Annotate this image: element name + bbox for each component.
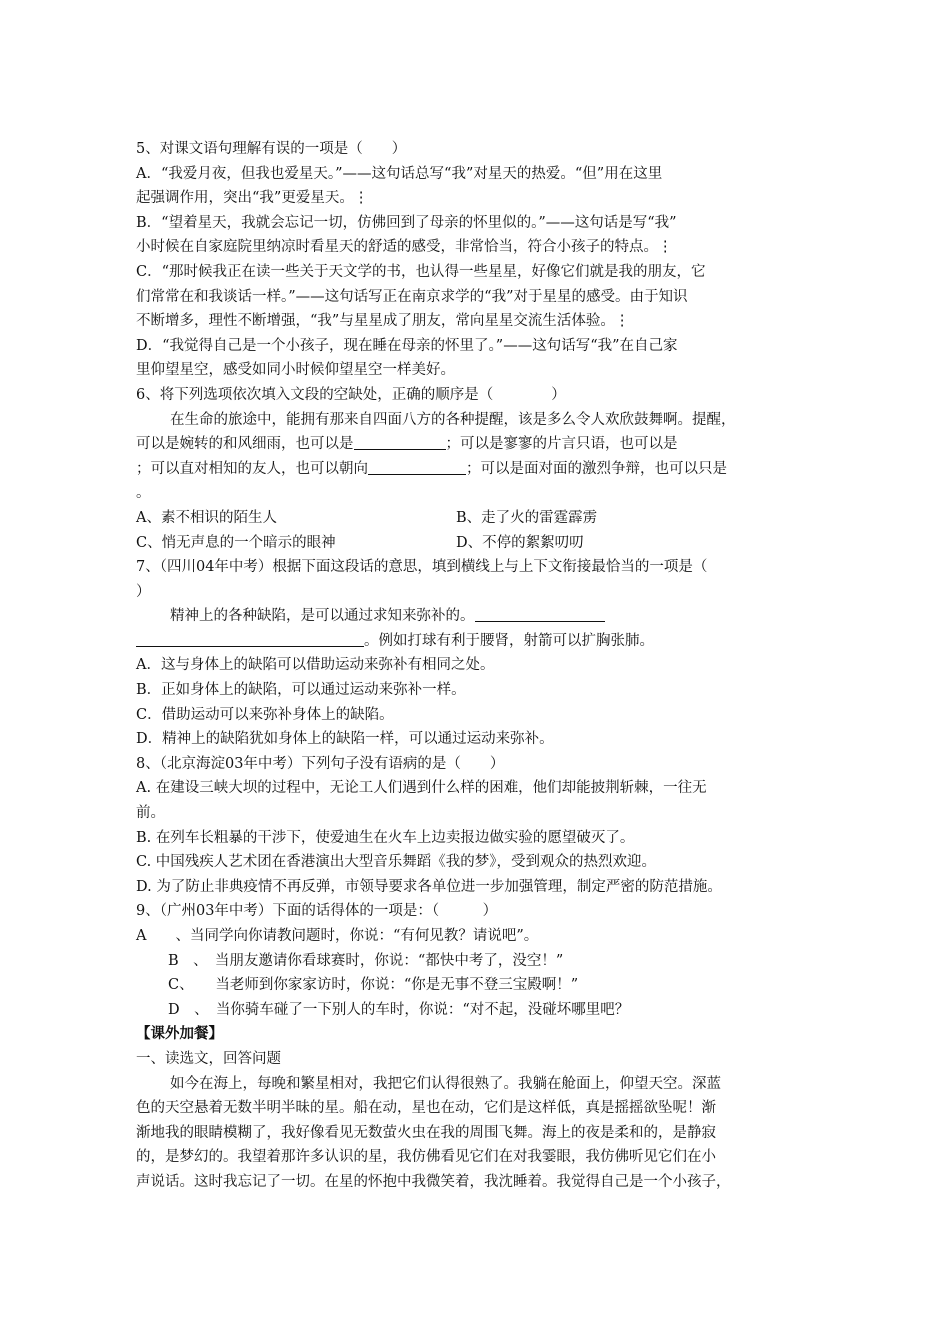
q8-stem: 8、（北京海淀03年中考）下列句子没有语病的是（ ）	[136, 755, 505, 772]
q5-option-b-line2: 小时候在自家庭院里纳凉时看星天的舒适的感受，非常恰当，符合小孩子的特点。⋮	[136, 239, 673, 256]
q5-option-c-line1: C．“那时候我正在读一些关于天文学的书，也认得一些星星，好像它们就是我的朋友，它	[136, 263, 706, 280]
q6-option-d: D、不停的絮絮叨叨	[456, 534, 584, 551]
q6-passage-line2	[136, 432, 818, 457]
q6-option-b: B、走了火的雷霆霹雳	[456, 509, 598, 526]
q7-text-2: 。例如打球有利于腰肾，射箭可以扩胸张肺。	[364, 632, 654, 649]
q6-option-a: A、素不相识的陌生人	[136, 509, 277, 526]
q6-options-row1	[136, 506, 818, 531]
q5-option-a-line1: A．“我爱月夜，但我也爱星天。”——这句话总写“我”对星天的热爱。“但”用在这里	[136, 165, 663, 182]
q5-option-c-line3: 不断增多，理性不断增强，“我”与星星成了朋友，常向星星交流生活体验。⋮	[136, 313, 630, 330]
q6-blank-3	[368, 458, 466, 475]
q7-option-b: B．正如身体上的缺陷，可以通过运动来弥补一样。	[136, 682, 466, 699]
q6-passage-line4: 。	[136, 485, 151, 502]
passage-line4: 的，是梦幻的。我望着那许多认识的星，我仿佛看见它们在对我霎眼，我仿佛听见它们在小	[136, 1149, 716, 1166]
q8-option-b: B. 在列车长粗暴的干涉下，使爱迪生在火车上边卖报边做实验的愿望破灭了。	[136, 829, 635, 846]
q7-passage-line1	[136, 604, 818, 629]
q6-passage-line3	[136, 457, 818, 482]
q5-option-c-line2: 们常常在和我谈话一样。”——这句话写正在南京求学的“我”对于星星的感受。由于知识	[136, 288, 688, 305]
q7-option-c: C．借助运动可以来弥补身体上的缺陷。	[136, 706, 394, 723]
q9-option-a: A 、当同学向你请教问题时，你说：“有何见教？请说吧”。	[136, 928, 539, 944]
q8-option-a-line2: 前。	[136, 805, 165, 822]
q7-blank-part1	[475, 605, 605, 622]
q7-stem-line2: ）	[136, 583, 151, 600]
q6-text-3b: ；可以是面对面的激烈争辩，也可以只是	[466, 460, 727, 477]
q5-option-d-line2: 里仰望星空，感受如同小时候仰望星空一样美好。	[136, 362, 455, 379]
extra-subheading: 一、读选文，回答问题	[136, 1050, 281, 1067]
extra-section-heading: 【课外加餐】	[136, 1025, 223, 1043]
q7-option-d: D．精神上的缺陷犹如身体上的缺陷一样，可以通过运动来弥补。	[136, 731, 554, 748]
q9-option-d: D 、 当你骑车碰了一下别人的车时，你说：“对不起，没碰坏哪里吧？	[168, 1001, 630, 1018]
passage-line1: 如今在海上，每晚和繁星相对，我把它们认得很熟了。我躺在舱面上，仰望天空。深蓝	[170, 1075, 721, 1092]
document-page	[136, 137, 818, 1195]
q9-option-b: B 、 当朋友邀请你看球赛时，你说：“都快中考了，没空！”	[168, 952, 564, 969]
q5-option-b-line1: B．“望着星天，我就会忘记一切，仿佛回到了母亲的怀里似的。”——这句话是写“我”	[136, 214, 677, 231]
q6-option-c: C、悄无声息的一个暗示的眼神	[136, 534, 336, 551]
q6-text-3a: ；可以直对相知的友人，也可以朝向	[136, 460, 368, 477]
q7-stem-line1: 7、（四川04年中考）根据下面这段话的意思，填到横线上与上下文衔接最恰当的一项是（	[136, 559, 708, 576]
q6-text-2a: 可以是婉转的和风细雨，也可以是	[136, 436, 354, 453]
passage-line5: 声说话。这时我忘记了一切。在星的怀抱中我微笑着，我沈睡着。我觉得自己是一个小孩子，	[136, 1173, 731, 1190]
q6-options-row2	[136, 531, 818, 556]
q7-option-a: A．这与身体上的缺陷可以借助运动来弥补有相同之处。	[136, 657, 495, 674]
q7-text-1: 精神上的各种缺陷，是可以通过求知来弥补的。	[170, 608, 475, 625]
q5-option-a-line2: 起强调作用，突出“我”更爱星天。⋮	[136, 190, 369, 207]
q9-option-c: C、 当老师到你家家访时，你说：“你是无事不登三宝殿啊！”	[168, 977, 579, 994]
q7-blank-part2	[136, 630, 364, 647]
passage-line3: 渐地我的眼睛模糊了，我好像看见无数萤火虫在我的周围飞舞。海上的夜是柔和的，是静寂	[136, 1124, 716, 1141]
q5-option-d-line1: D．“我觉得自己是一个小孩子，现在睡在母亲的怀里了。”——这句话写“我”在自己家	[136, 337, 678, 354]
q7-passage-line2	[136, 629, 818, 654]
q6-stem: 6、将下列选项依次填入文段的空缺处，正确的顺序是（ ）	[136, 386, 566, 403]
q6-blank-1	[354, 433, 446, 450]
q6-text-2b: ；可以是寥寥的片言只语，也可以是	[445, 436, 678, 453]
passage-line2: 色的天空悬着无数半明半昧的星。船在动，星也在动，它们是这样低，真是摇摇欲坠呢！渐	[136, 1100, 716, 1117]
q8-option-a-line1: A. 在建设三峡大坝的过程中，无论工人们遇到什么样的困难，他们却能披荆斩棘，一往无	[136, 780, 707, 797]
q6-passage-line1: 在生命的旅途中，能拥有那来自四面八方的各种提醒，该是多么令人欢欣鼓舞啊。提醒，	[170, 411, 736, 428]
q8-option-c: C. 中国残疾人艺术团在香港演出大型音乐舞蹈《我的梦》，受到观众的热烈欢迎。	[136, 854, 657, 871]
q9-stem: 9、（广州03年中考）下面的话得体的一项是：（ ）	[136, 903, 498, 920]
q5-stem: 5、对课文语句理解有误的一项是（ ）	[136, 141, 407, 157]
q8-option-d: D. 为了防止非典疫情不再反弹，市领导要求各单位进一步加强管理，制定严密的防范措施。	[136, 878, 722, 895]
